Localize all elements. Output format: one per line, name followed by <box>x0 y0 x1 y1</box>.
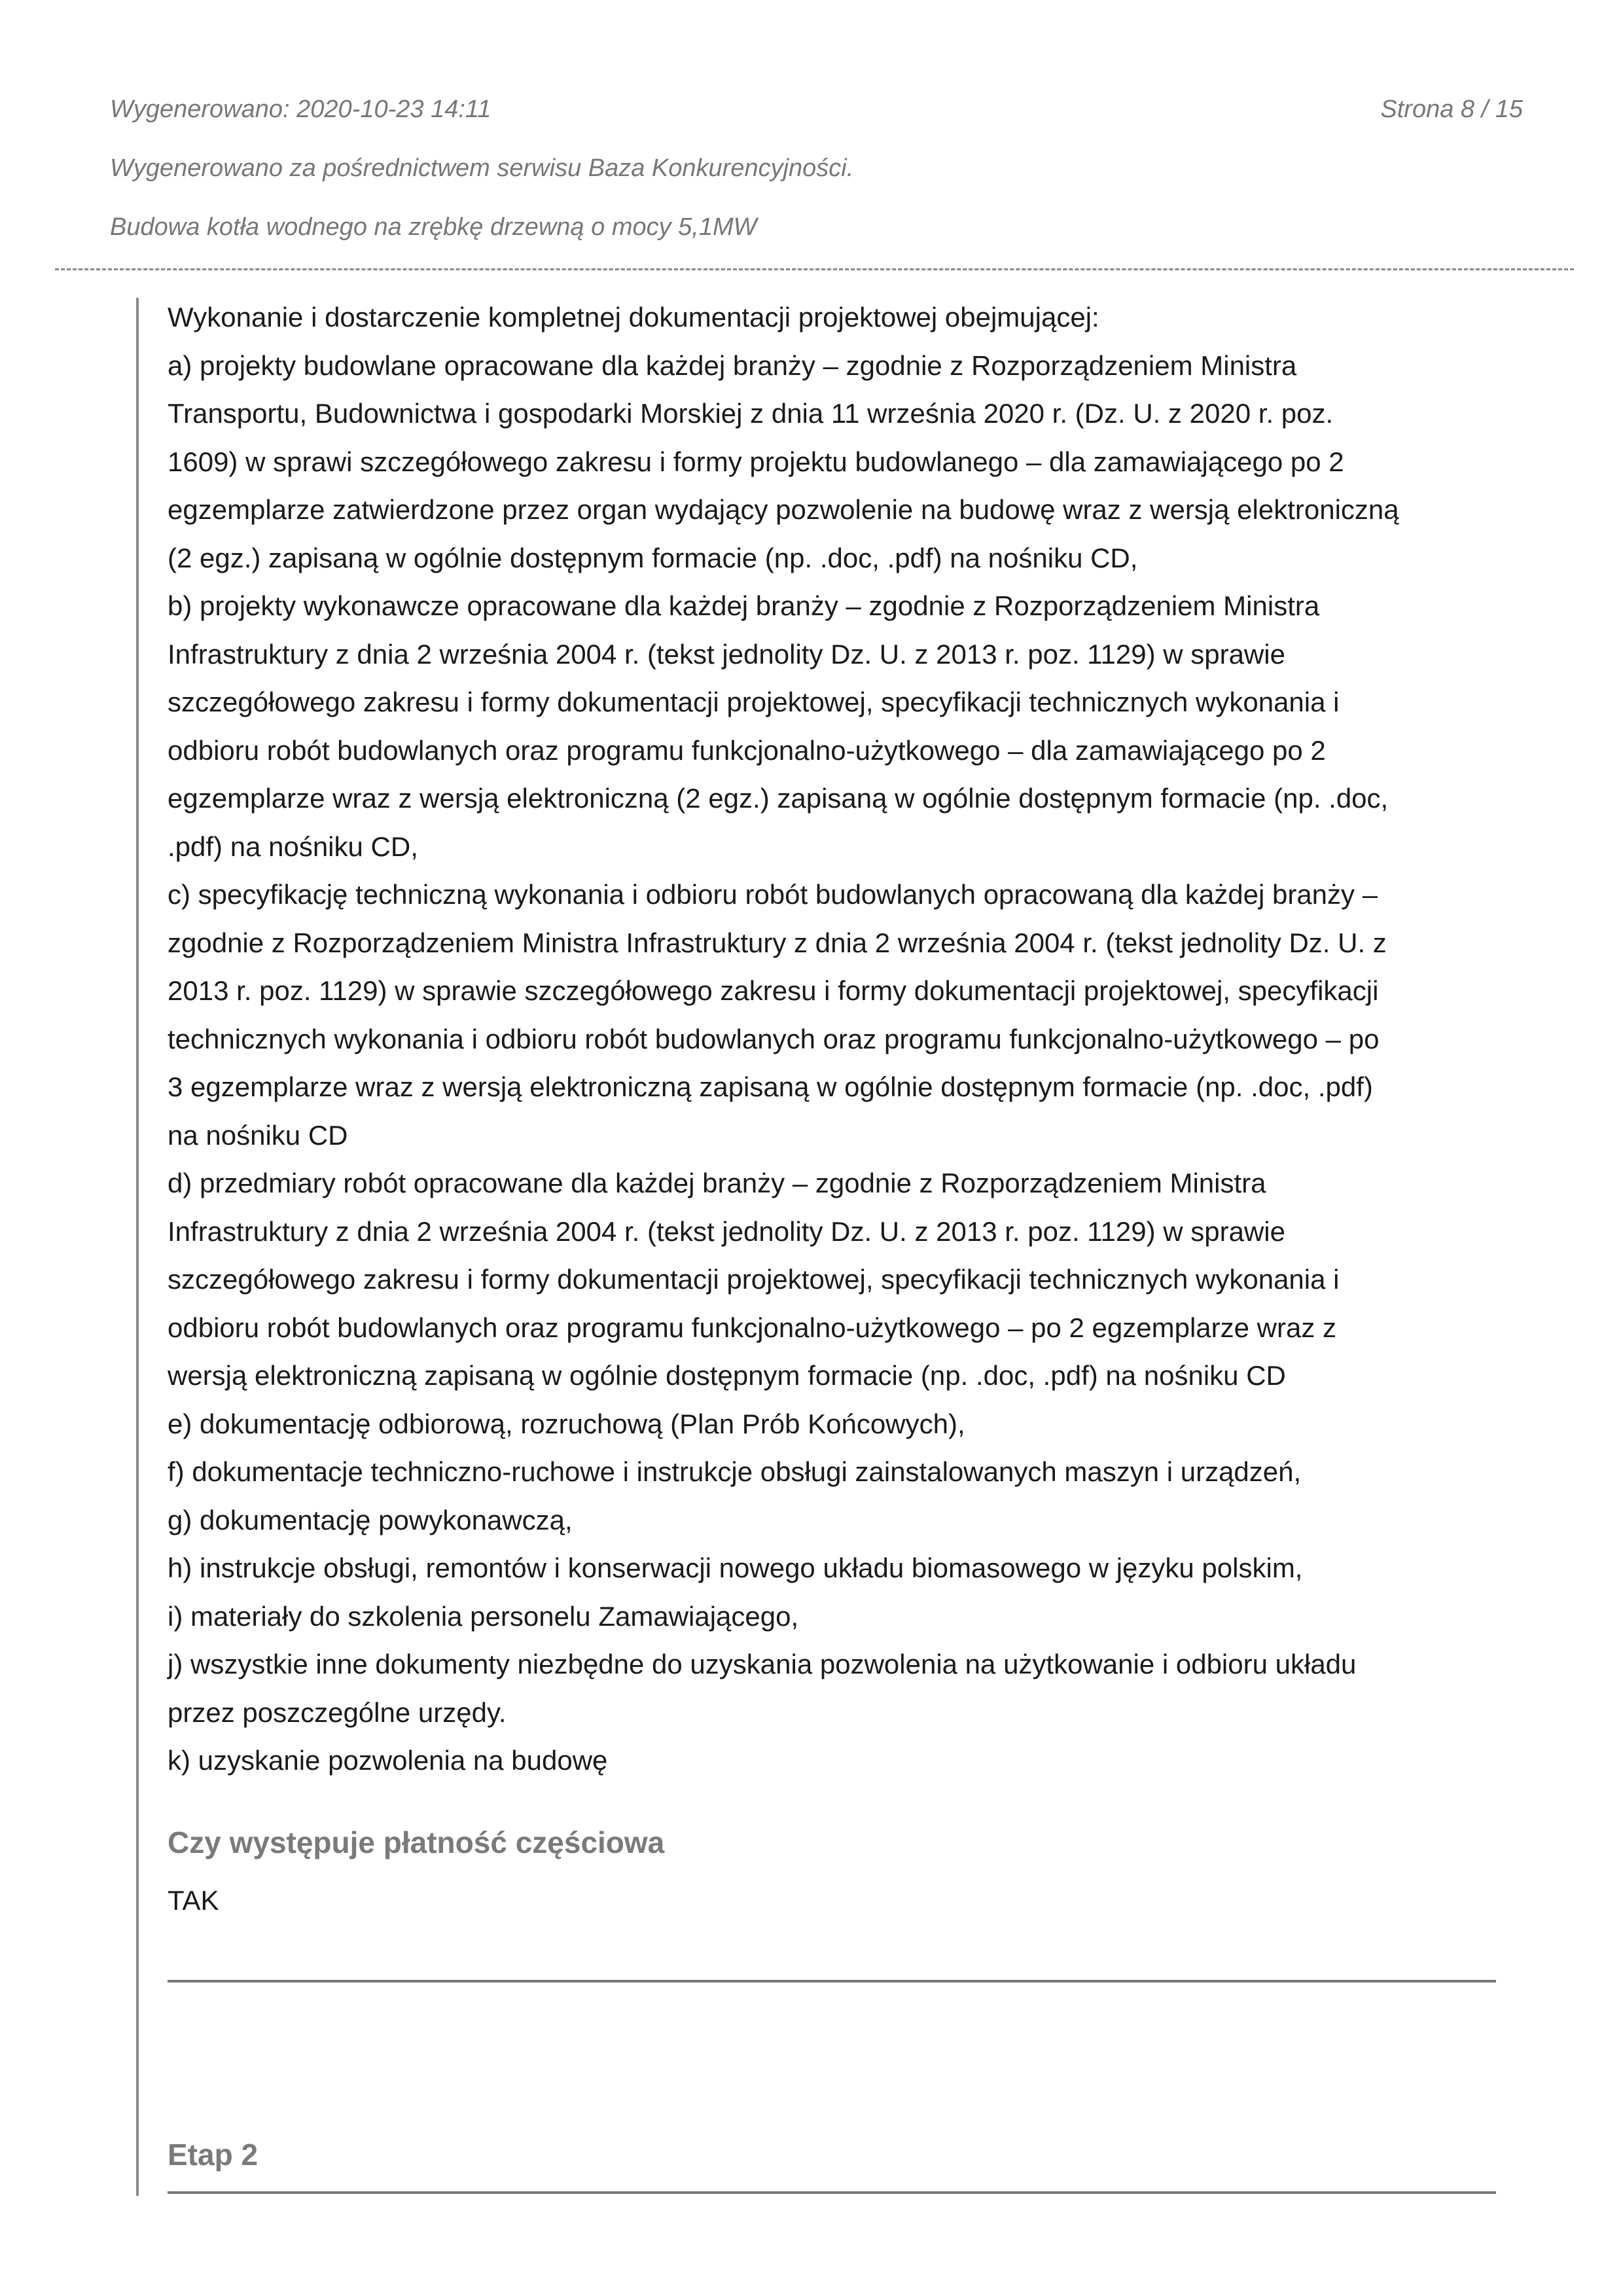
page-number: Strona 8 / 15 <box>1380 96 1523 123</box>
stage-description <box>168 293 1503 1785</box>
header-divider <box>55 268 1574 270</box>
page-header <box>0 0 1623 275</box>
description-text: Wykonanie i dostarczenie kompletnej dokumentacji projektowej obejmującej: a) projekty budowlane opracowane dla każdej branży – zgodnie z Rozporządzeniem Ministra Transportu, Budownictwa i gospodarki Morskiej z dnia 11 września 2020 r. (Dz. U. z 2020 r. poz. 1609) w sprawi szczegółowego zakresu i formy projektu budowlanego – dla zamawiającego po 2 egzemplarze zatwierdzone przez organ wydający pozwolenie na budowę wraz z wersją elektroniczną (2 egz.) zapisaną w ogólnie dostępnym formacie (np. .doc, .pdf) na nośniku CD, b) projekty wykonawcze opracowane dla każdej branży – zgodnie z Rozporządzeniem Ministra Infrastruktury z dnia 2 września 2004 r. (tekst jednolity Dz. U. z 2013 r. poz. 1129) w sprawie szczegółowego zakresu i formy dokumentacji projektowej, specyfikacji technicznych wykonania i odbioru robót budowlanych oraz programu funkcjonalno-użytkowego – dla zamawiającego po 2 egzemplarze wraz z wersją elektroniczną (2 egz.) zapisaną w ogólnie dostępnym formacie (np. .doc, .pdf) na nośniku CD, c) specyfikację techniczną wykonania i odbioru robót budowlanych opracowaną dla każdej branży – zgodnie z Rozporządzeniem Ministra Infrastruktury z dnia 2 września 2004 r. (tekst jednolity Dz. U. z 2013 r. poz. 1129) w sprawie szczegółowego zakresu i formy dokumentacji projektowej, specyfikacji technicznych wykonania i odbioru robót budowlanych oraz programu funkcjonalno-użytkowego – po 3 egzemplarze wraz z wersją elektroniczną zapisaną w ogólnie dostępnym formacie (np. .doc, .pdf) na nośniku CD d) przedmiary robót opracowane dla każdej branży – zgodnie z Rozporządzeniem Ministra Infrastruktury z dnia 2 września 2004 r. (tekst jednolity Dz. U. z 2013 r. poz. 1129) w sprawie szczegółowego zakresu i formy dokumentacji projektowej, specyfikacji technicznych wykonania i odbioru robót budowlanych oraz programu funkcjonalno-użytkowego – po 2 egzemplarze wraz z wersją elektroniczną zapisaną w ogólnie dostępnym formacie (np. .doc, .pdf) na nośniku CD e) dokumentację odbiorową, rozruchową (Plan Prób Końcowych), f) dokumentacje techniczno-ruchowe i instrukcje obsługi zainstalowanych maszyn i urządzeń, g) dokumentację powykonawczą, h) instrukcje obsługi, remontów i konserwacji nowego układu biomasowego w języku polskim, i) materiały do szkolenia personelu Zamawiającego, j) wszystkie inne dokumenty niezbędne do uzyskania pozwolenia na użytkowanie i odbioru układu przez poszczególne urzędy. k) uzyskanie pozwolenia na budowę <box>168 302 1399 1776</box>
section-left-border <box>136 298 139 2196</box>
stage-heading-underline <box>168 2191 1496 2194</box>
partial-payment-label: Czy występuje płatność częściowa <box>168 1825 665 1859</box>
document-title: Budowa kotła wodnego na zrębkę drzewną o mocy 5,1MW <box>110 213 757 241</box>
partial-payment-value: TAK <box>168 1885 219 1916</box>
generated-via-note: Wygenerowano za pośrednictwem serwisu Baza Konkurencyjności. <box>110 154 854 182</box>
next-stage-heading: Etap 2 <box>168 2138 259 2172</box>
section-divider <box>168 1980 1496 1982</box>
generated-timestamp: Wygenerowano: 2020-10-23 14:11 <box>110 96 491 123</box>
